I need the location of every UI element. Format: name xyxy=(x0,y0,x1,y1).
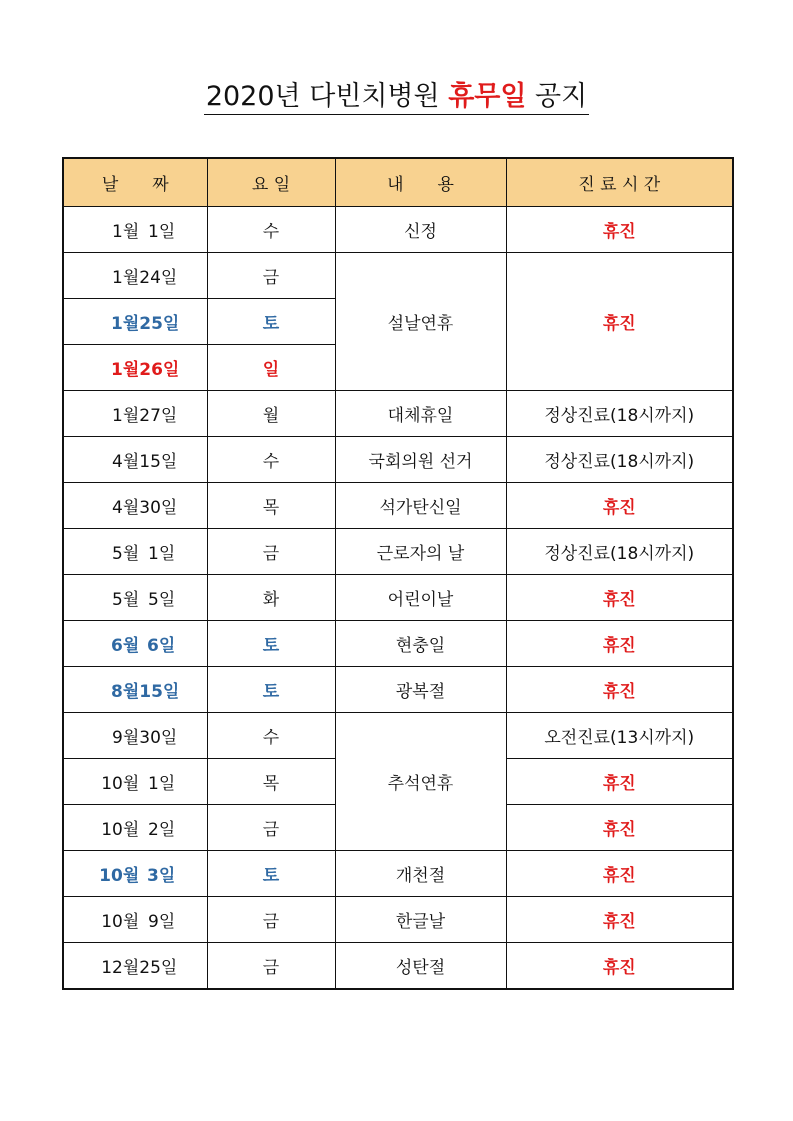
table-row xyxy=(63,621,733,667)
table-row xyxy=(63,667,733,713)
date-cell xyxy=(63,483,207,529)
day: 30일 xyxy=(139,728,178,748)
weekday-cell: 토 xyxy=(207,299,335,345)
content-cell: 설날연휴 xyxy=(335,253,506,391)
day: 30일 xyxy=(139,498,178,518)
month: 5월 xyxy=(112,544,140,564)
table-row xyxy=(63,943,733,990)
table-row xyxy=(63,483,733,529)
month: 5월 xyxy=(112,590,140,610)
date-cell xyxy=(63,253,207,299)
date-cell xyxy=(63,529,207,575)
table-row xyxy=(63,391,733,437)
content-cell: 석가탄신일 xyxy=(335,483,506,529)
content-cell: 신정 xyxy=(335,207,506,253)
title-underlined xyxy=(204,80,589,115)
month: 10월 xyxy=(101,820,140,840)
date-cell xyxy=(63,299,207,345)
hours-cell: 정상진료(18시까지) xyxy=(506,391,733,437)
table-row xyxy=(63,207,733,253)
day: 2일 xyxy=(148,820,176,840)
weekday-cell: 수 xyxy=(207,207,335,253)
day: 9일 xyxy=(148,912,176,932)
day: 27일 xyxy=(139,406,178,426)
date-cell xyxy=(63,207,207,253)
month: 1월 xyxy=(112,268,140,288)
date-cell xyxy=(63,621,207,667)
hours-cell: 휴진 xyxy=(506,943,733,990)
day: 6일 xyxy=(146,636,176,656)
table-row xyxy=(63,575,733,621)
table-row xyxy=(63,253,733,299)
content-cell: 어린이날 xyxy=(335,575,506,621)
month: 6월 xyxy=(110,636,140,656)
month: 8월 xyxy=(110,682,140,702)
hours-cell: 휴진 xyxy=(506,667,733,713)
content-cell: 대체휴일 xyxy=(335,391,506,437)
weekday-cell: 수 xyxy=(207,437,335,483)
content-cell: 광복절 xyxy=(335,667,506,713)
table-row xyxy=(63,437,733,483)
weekday-cell: 금 xyxy=(207,529,335,575)
date-cell xyxy=(63,575,207,621)
day: 3일 xyxy=(146,866,176,886)
table-header-row xyxy=(63,158,733,207)
table-row xyxy=(63,897,733,943)
hours-cell: 휴진 xyxy=(506,207,733,253)
month: 10월 xyxy=(101,912,140,932)
date-cell xyxy=(63,391,207,437)
title-prefix: 2020년 다빈치병원 xyxy=(205,81,449,112)
month: 9월 xyxy=(112,728,140,748)
page-title xyxy=(0,79,793,115)
weekday-cell: 목 xyxy=(207,759,335,805)
month: 1월 xyxy=(110,360,140,380)
weekday-cell: 토 xyxy=(207,621,335,667)
hours-cell: 정상진료(18시까지) xyxy=(506,529,733,575)
content-cell: 한글날 xyxy=(335,897,506,943)
month: 1월 xyxy=(110,314,140,334)
hours-cell: 정상진료(18시까지) xyxy=(506,437,733,483)
weekday-cell: 토 xyxy=(207,667,335,713)
month: 4월 xyxy=(112,498,140,518)
weekday-cell: 금 xyxy=(207,805,335,851)
weekday-cell: 금 xyxy=(207,253,335,299)
day: 1일 xyxy=(148,544,176,564)
holiday-table xyxy=(62,157,734,990)
month: 1월 xyxy=(112,222,140,242)
content-cell: 추석연휴 xyxy=(335,713,506,851)
date-cell xyxy=(63,897,207,943)
weekday-cell: 월 xyxy=(207,391,335,437)
month: 4월 xyxy=(112,452,140,472)
date-cell xyxy=(63,667,207,713)
header-weekday: 요 일 xyxy=(207,158,335,207)
header-date: 날 짜 xyxy=(63,158,207,207)
hours-cell: 휴진 xyxy=(506,483,733,529)
weekday-cell: 금 xyxy=(207,943,335,990)
hours-cell: 휴진 xyxy=(506,759,733,805)
content-cell: 현충일 xyxy=(335,621,506,667)
hours-cell: 휴진 xyxy=(506,851,733,897)
day: 26일 xyxy=(139,360,180,380)
date-cell xyxy=(63,713,207,759)
date-cell xyxy=(63,345,207,391)
hours-cell: 휴진 xyxy=(506,253,733,391)
header-content: 내 용 xyxy=(335,158,506,207)
table-row xyxy=(63,713,733,759)
title-highlight: 휴무일 xyxy=(448,81,527,112)
day: 24일 xyxy=(139,268,178,288)
month: 12월 xyxy=(101,958,140,978)
hours-cell: 휴진 xyxy=(506,805,733,851)
month: 1월 xyxy=(112,406,140,426)
day: 1일 xyxy=(148,774,176,794)
weekday-cell: 목 xyxy=(207,483,335,529)
day: 25일 xyxy=(139,314,180,334)
day: 1일 xyxy=(148,222,176,242)
content-cell: 개천절 xyxy=(335,851,506,897)
weekday-cell: 토 xyxy=(207,851,335,897)
month: 10월 xyxy=(99,866,140,886)
hours-cell: 휴진 xyxy=(506,621,733,667)
header-hours: 진 료 시 간 xyxy=(506,158,733,207)
date-cell xyxy=(63,851,207,897)
weekday-cell: 수 xyxy=(207,713,335,759)
day: 25일 xyxy=(139,958,178,978)
day: 5일 xyxy=(148,590,176,610)
day: 15일 xyxy=(139,682,180,702)
hours-cell: 오전진료(13시까지) xyxy=(506,713,733,759)
day: 15일 xyxy=(139,452,178,472)
table-row xyxy=(63,851,733,897)
month: 10월 xyxy=(101,774,140,794)
weekday-cell: 금 xyxy=(207,897,335,943)
date-cell xyxy=(63,805,207,851)
title-suffix: 공지 xyxy=(526,81,588,112)
date-cell xyxy=(63,943,207,990)
date-cell xyxy=(63,759,207,805)
hours-cell: 휴진 xyxy=(506,897,733,943)
weekday-cell: 일 xyxy=(207,345,335,391)
table-row xyxy=(63,529,733,575)
content-cell: 근로자의 날 xyxy=(335,529,506,575)
hours-cell: 휴진 xyxy=(506,575,733,621)
date-cell xyxy=(63,437,207,483)
content-cell: 성탄절 xyxy=(335,943,506,990)
content-cell: 국회의원 선거 xyxy=(335,437,506,483)
weekday-cell: 화 xyxy=(207,575,335,621)
